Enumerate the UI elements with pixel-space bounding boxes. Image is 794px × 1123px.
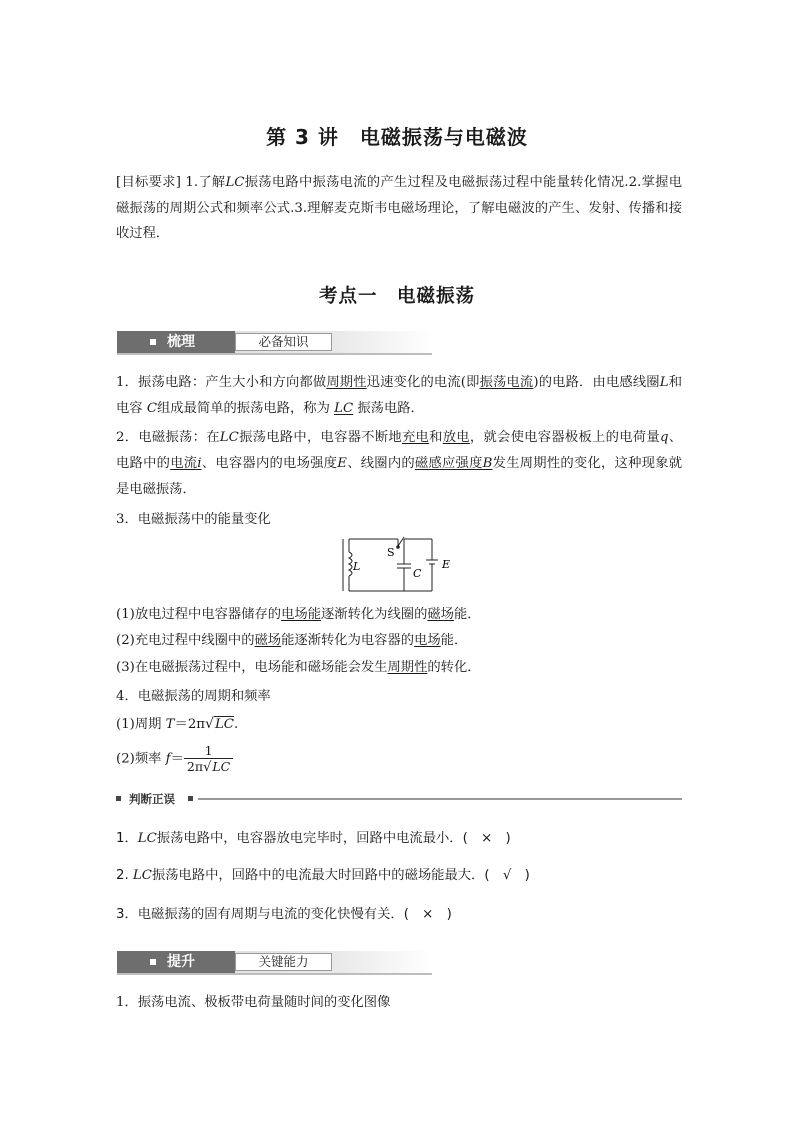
- paragraph-energy-heading: 3．电磁振荡中的能量变化: [116, 512, 271, 527]
- paragraph-graph-heading: 1．振荡电流、极板带电荷量随时间的变化图像: [116, 995, 391, 1010]
- judge-item: 2. LC振荡电路中，回路中的电流最大时回路中的磁场能最大．( √ ): [116, 868, 530, 883]
- paragraph-oscillating-circuit: 1．振荡电路：产生大小和方向都做周期性迅速变化的电流(即振荡电流)的电路．由电感线圈L和电容 C组成最简单的振荡电路，称为 LC 振荡电路．: [116, 375, 683, 416]
- lc-circuit-diagram: [338, 536, 468, 596]
- label-L: L: [353, 560, 361, 573]
- period-formula: (1)周期 T＝2π√LC.: [116, 716, 239, 732]
- page-title: 第 3 讲 电磁振荡与电磁波: [266, 125, 528, 149]
- square-icon: [188, 796, 193, 801]
- banner-sublabel: 必备知识: [235, 333, 332, 351]
- label-C: C: [413, 567, 422, 580]
- energy-item-3: (3)在电磁振荡过程中，电场能和磁场能会发生周期性的转化．: [116, 660, 481, 675]
- goals-tag: [目标要求]: [116, 175, 181, 190]
- judge-item: 3．电磁振荡的固有周期与电流的变化快慢有关．( × ): [116, 907, 452, 922]
- label-E: E: [442, 558, 451, 571]
- banner-label: 提升: [167, 954, 195, 970]
- label-S: S: [387, 546, 395, 559]
- frequency-fraction: $\frac{1}{2\pi√LC}$: [184, 743, 233, 775]
- judge-header: [116, 791, 682, 807]
- paragraph-em-oscillation: 2．电磁振荡：在LC振荡电路中，电容器不断地充电和放电，就会使电容器极板上的电荷量q、电路中的电流i、电容器内的电场强度E、线圈内的磁感应强度B发生周期性的变化，这种现象就是电磁振荡．: [116, 430, 683, 497]
- banner-review: [117, 331, 432, 353]
- paragraph-period-heading: 4．电磁振荡的周期和频率: [116, 689, 271, 704]
- section-title: 考点一 电磁振荡: [318, 286, 475, 307]
- energy-item-2: (2)充电过程中线圈中的磁场能逐渐转化为电容器的电场能．: [116, 633, 468, 648]
- banner-advance: [117, 951, 432, 973]
- banner-sublabel: 关键能力: [235, 953, 332, 971]
- learning-goals: [目标要求] 1.了解LC振荡电路中振荡电流的产生过程及电磁振荡过程中能量转化情况.2.掌握电磁振荡的周期公式和频率公式.3.理解麦克斯韦电磁场理论，了解电磁波的产生、发射、传播和接收过程．: [116, 175, 683, 241]
- judge-title: 判断正误: [129, 792, 175, 806]
- square-icon: [150, 959, 156, 965]
- judge-item: 1．LC振荡电路中，电容器放电完毕时，回路中电流最小．( × ): [116, 831, 511, 846]
- frequency-formula: (2)频率 f＝ $\frac{1}{2\pi√LC}$: [116, 743, 682, 776]
- square-icon: [116, 796, 121, 801]
- square-icon: [150, 339, 156, 345]
- banner-label: 梳理: [167, 334, 195, 350]
- energy-item-1: (1)放电过程中电容器储存的电场能逐渐转化为线圈的磁场能．: [116, 607, 481, 622]
